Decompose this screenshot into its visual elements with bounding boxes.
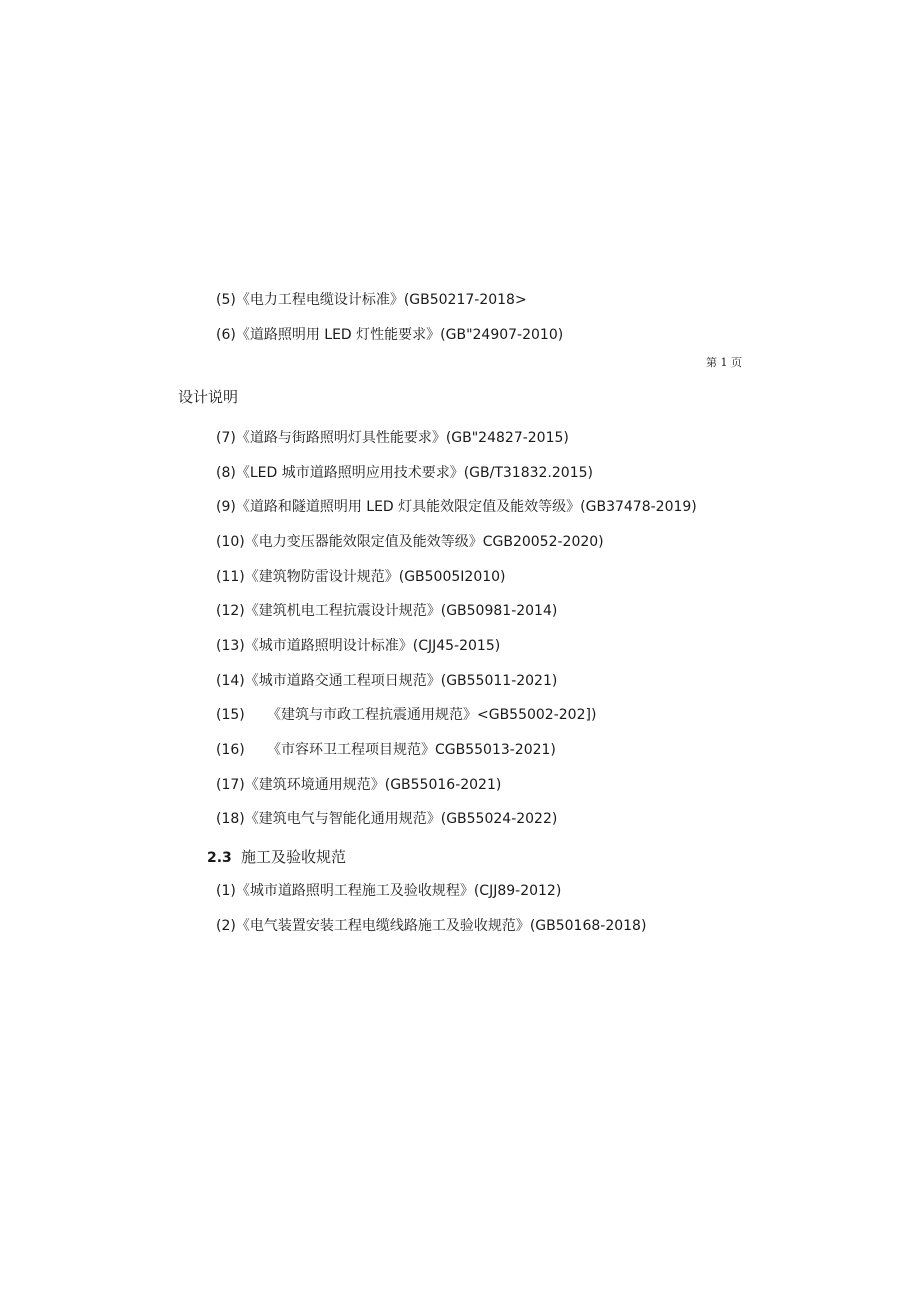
construction-item-2: (2)《电气装置安装工程电缆线路施工及验收规范》(GB50168-2018)	[216, 918, 647, 934]
reference-item-10: (10)《电力变压器能效限定值及能效等级》CGB20052-2020)	[216, 534, 604, 550]
reference-item-8: (8)《LED 城市道路照明应用技术要求》(GB/T31832.2015)	[216, 465, 593, 481]
reference-item-7: (7)《道路与街路照明灯具性能要求》(GB"24827-2015)	[216, 430, 569, 446]
reference-item-17: (17)《建筑环境通用规范》(GB55016-2021)	[216, 777, 502, 793]
reference-item-6: (6)《道路照明用 LED 灯性能要求》(GB"24907-2010)	[216, 327, 564, 343]
construction-item-1: (1)《城市道路照明工程施工及验收规程》(CJJ89-2012)	[216, 883, 562, 899]
reference-item-9: (9)《道路和隧道照明用 LED 灯具能效限定值及能效等级》(GB37478-2019)	[216, 499, 697, 515]
section-number: 2.3	[207, 850, 232, 866]
reference-item-11: (11)《建筑物防雷设计规范》(GB5005I2010)	[216, 569, 506, 585]
page-number: 第 1 页	[706, 356, 742, 369]
reference-item-12: (12)《建筑机电工程抗震设计规范》(GB50981-2014)	[216, 603, 558, 619]
reference-item-14: (14)《城市道路交通工程项日规范》(GB55011-2021)	[216, 673, 558, 689]
reference-item-16: (16) 《市容环卫工程项目规范》CGB55013-2021)	[216, 742, 556, 758]
reference-item-15: (15) 《建筑与市政工程抗震通用规范》<GB55002-202])	[216, 707, 597, 723]
reference-item-18: (18)《建筑电气与智能化通用规范》(GB55024-2022)	[216, 811, 558, 827]
section-heading	[207, 846, 346, 869]
reference-item-5: (5)《电力工程电缆设计标准》(GB50217-2018>	[216, 292, 527, 308]
section-title: 施工及验收规范	[241, 848, 347, 866]
reference-item-13: (13)《城市道路照明设计标准》(CJJ45-2015)	[216, 638, 501, 654]
document-title: 设计说明	[178, 388, 239, 406]
